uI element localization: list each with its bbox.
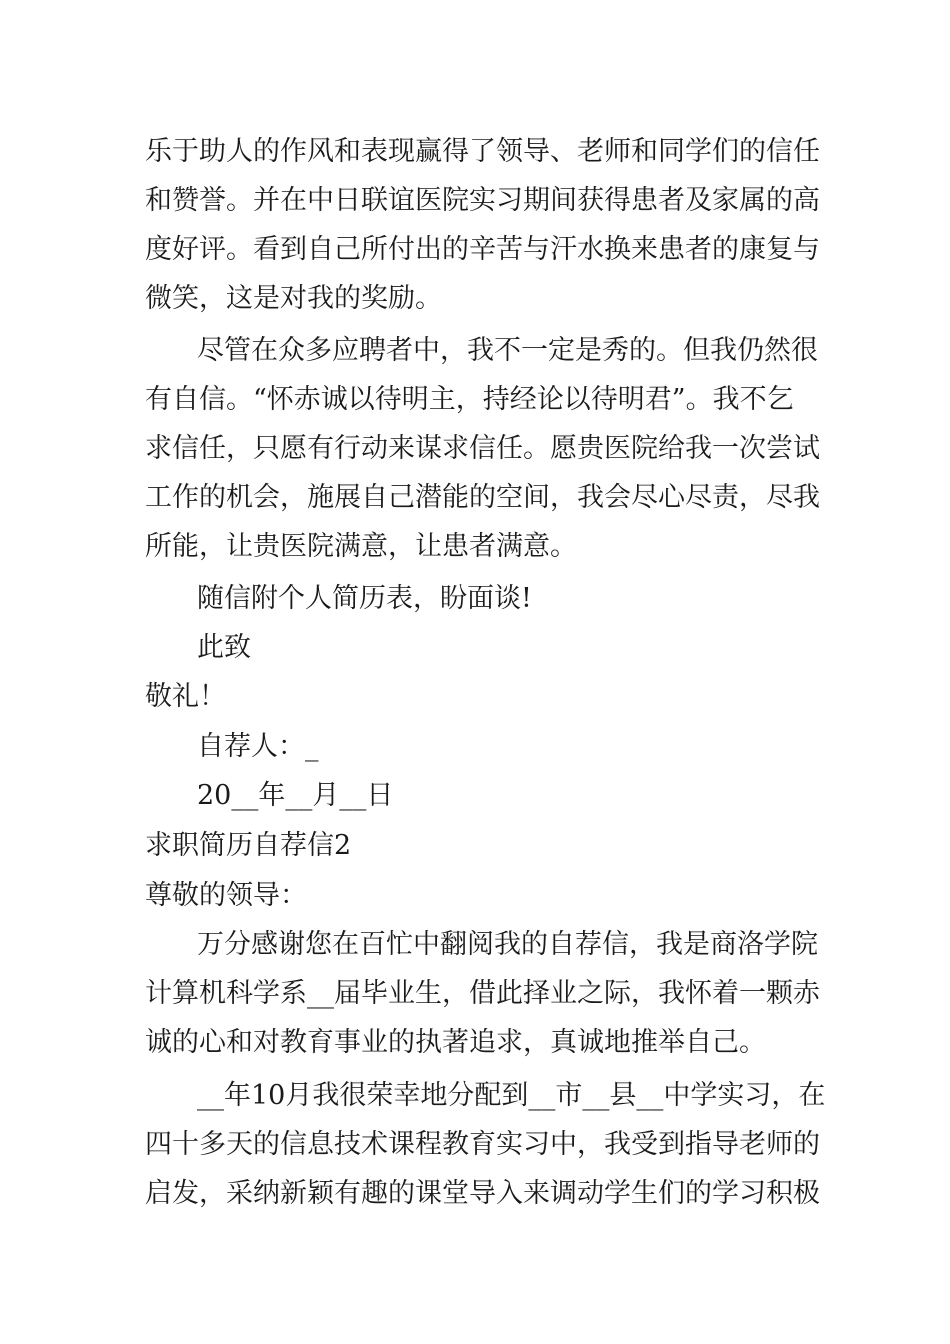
paragraph-line: 微笑，这是对我的奖励。 (145, 283, 442, 314)
paragraph-line: 度好评。看到自己所付出的辛苦与汗水换来患者的康复与 (145, 234, 820, 265)
closing-salutation: 此致 (197, 632, 251, 663)
paragraph-line: 工作的机会，施展自己潜能的空间，我会尽心尽责，尽我 (145, 482, 820, 513)
paragraph-line: 尽管在众多应聘者中，我不一定是秀的。但我仍然很 (197, 335, 818, 366)
signature-line: 自荐人：_ (197, 731, 319, 762)
greeting-line: 尊敬的领导： (145, 880, 307, 911)
paragraph-line: 计算机科学系__届毕业生，借此择业之际，我怀着一颗赤 (145, 978, 820, 1009)
paragraph-line: 有自信。“怀赤诚以待明主，持经论以待明君”。我不乞 (145, 384, 794, 415)
closing-respect: 敬礼！ (145, 681, 226, 712)
date-line: 20__年__月__日 (197, 780, 394, 811)
closing-line: 随信附个人简历表，盼面谈! (197, 583, 532, 614)
paragraph-line: 四十多天的信息技术课程教育实习中，我受到指导老师的 (145, 1129, 820, 1160)
paragraph-line: 和赞誉。并在中日联谊医院实习期间获得患者及家属的高 (145, 185, 820, 216)
paragraph-line: 诚的心和对教育事业的执著追求，真诚地推举自己。 (145, 1027, 766, 1058)
paragraph-line: 万分感谢您在百忙中翻阅我的自荐信，我是商洛学院 (197, 929, 818, 960)
paragraph-line: 启发，采纳新颖有趣的课堂导入来调动学生们的学习积极 (145, 1178, 820, 1209)
paragraph-line: 所能，让贵医院满意，让患者满意。 (145, 531, 577, 562)
paragraph-line: __年10月我很荣幸地分配到__市__县__中学实习，在 (197, 1080, 826, 1111)
section-title: 求职简历自荐信2 (145, 830, 352, 861)
paragraph-line: 求信任，只愿有行动来谋求信任。愿贵医院给我一次尝试 (145, 433, 820, 464)
paragraph-line: 乐于助人的作风和表现赢得了领导、老师和同学们的信任 (145, 136, 820, 167)
